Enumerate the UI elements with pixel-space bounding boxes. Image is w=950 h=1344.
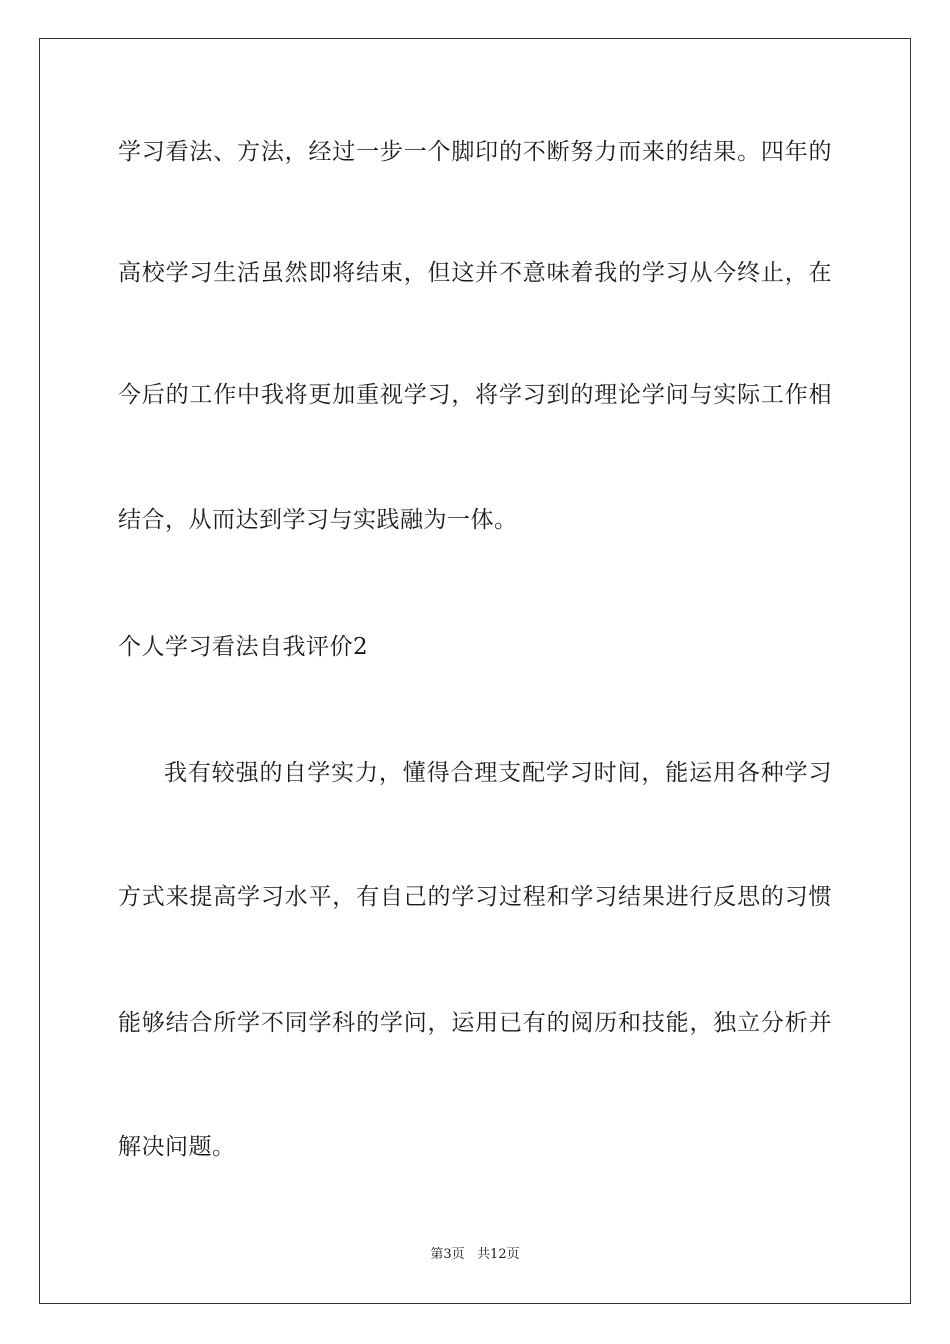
section-heading: 个人学习看法自我评价2 (118, 634, 369, 660)
body-text-line: 我有较强的自学实力，懂得合理支配学习时间，能运用各种学习 (164, 760, 832, 786)
body-text-line: 学习看法、方法，经过一步一个脚印的不断努力而来的结果。四年的 (118, 139, 832, 165)
page-border (39, 38, 911, 1304)
body-text-line: 解决问题。 (118, 1134, 236, 1160)
body-text-line: 高校学习生活虽然即将结束，但这并不意味着我的学习从今终止，在 (118, 260, 832, 286)
page-footer: 第3页 共12页 (430, 1247, 520, 1262)
body-text-line: 能够结合所学不同学科的学问，运用已有的阅历和技能，独立分析并 (118, 1010, 832, 1036)
body-text-line: 今后的工作中我将更加重视学习，将学习到的理论学问与实际工作相 (118, 382, 832, 408)
body-text-line: 结合，从而达到学习与实践融为一体。 (118, 507, 518, 533)
body-text-line: 方式来提高学习水平，有自己的学习过程和学习结果进行反思的习惯 (118, 884, 832, 910)
